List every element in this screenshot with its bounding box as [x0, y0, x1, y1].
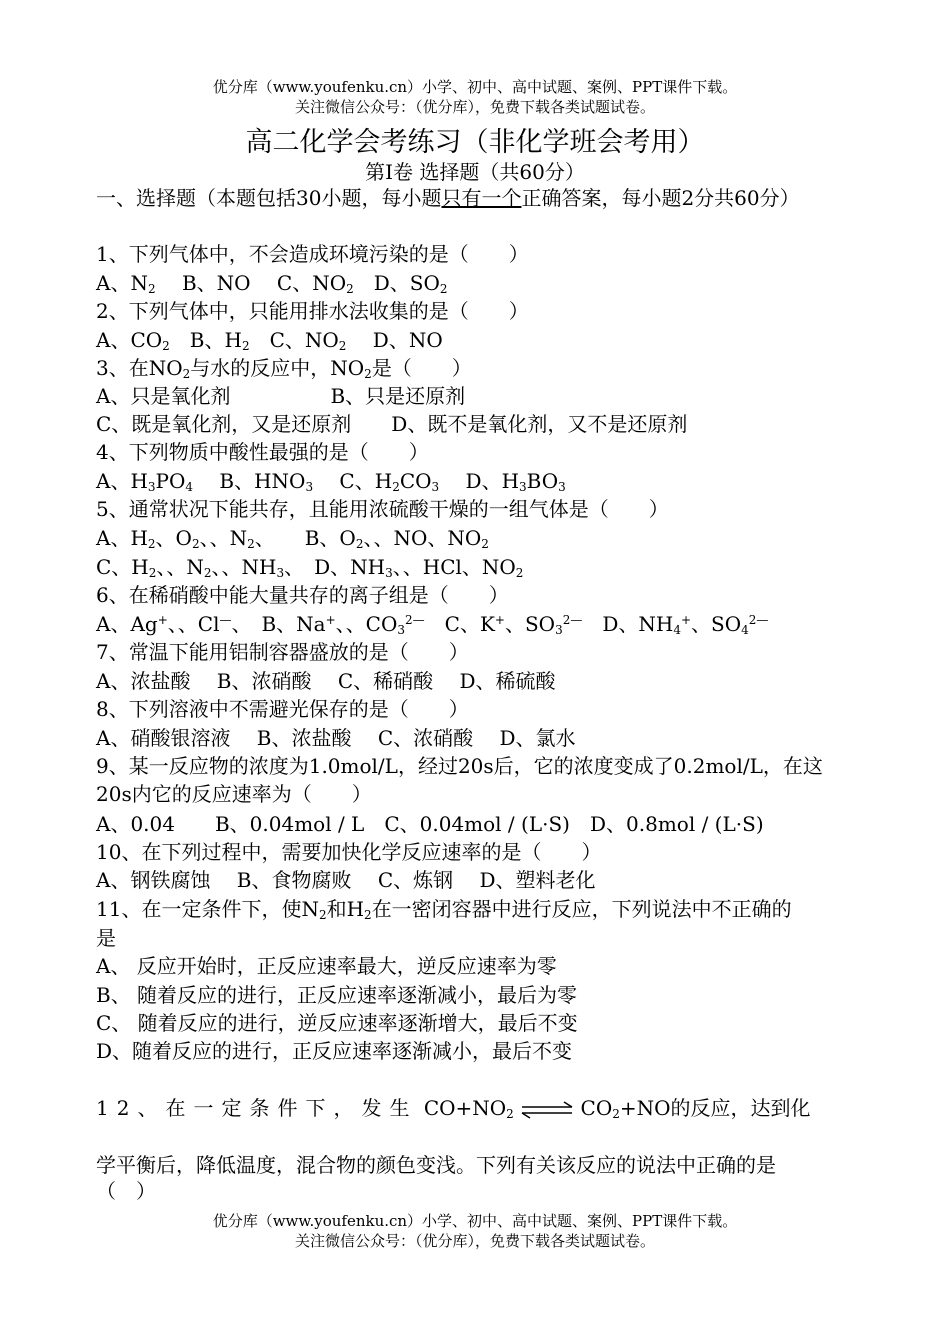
question-11-stem-cont: 是: [96, 926, 116, 950]
question-10-stem: 10、在下列过程中，需要加快化学反应速率的是（ ）: [96, 840, 602, 864]
question-11-option-d: D、随着反应的进行，正反应速率逐渐减小，最后不变: [96, 1039, 573, 1063]
question-3-options-cd: C、既是氧化剂，又是还原剂 D、既不是氧化剂，又不是还原剂: [96, 412, 688, 436]
question-11-option-b: B、 随着反应的进行，正反应速率逐渐减小，最后为零: [96, 983, 578, 1007]
section-intro: 一、选择题（本题包括30小题，每小题只有一个正确答案，每小题2分共60分）: [96, 186, 800, 210]
site-footer-line1: 优分库（www.youfenku.cn）小学、初中、高中试题、案例、PPT课件下载。: [212, 1212, 738, 1230]
emphasis-underline: 只有一个: [441, 186, 522, 210]
question-3-stem: 3、在$NO_2$与水的反应中，$NO_2$是（ ）: [96, 356, 472, 381]
section-subtitle: 第Ⅰ卷 选择题（共60分）: [365, 160, 585, 184]
equilibrium-arrow-icon: [520, 1101, 574, 1119]
question-11-option-c: C、 随着反应的进行，逆反应速率逐渐增大，最后不变: [96, 1011, 578, 1035]
question-7-stem: 7、常温下能用铝制容器盛放的是（ ）: [96, 640, 469, 664]
question-1-options: A、$N_2$ B、NO C、$NO_2$ D、$SO_2$: [96, 271, 448, 296]
site-header-line2: 关注微信公众号：（优分库），免费下载各类试题试卷。: [294, 98, 655, 116]
question-12-stem-cont: 学平衡后，降低温度，混合物的颜色变浅。下列有关该反应的说法中正确的是: [96, 1153, 776, 1177]
question-7-options: A、浓盐酸 B、浓硝酸 C、稀硝酸 D、稀硫酸: [96, 669, 556, 693]
question-10-options: A、钢铁腐蚀 B、食物腐败 C、炼钢 D、塑料老化: [96, 868, 596, 892]
question-4-stem: 4、下列物质中酸性最强的是（ ）: [96, 440, 429, 464]
question-2-stem: 2、下列气体中，只能用排水法收集的是（ ）: [96, 299, 529, 323]
page-title: 高二化学会考练习（非化学班会考用）: [245, 127, 705, 158]
site-header-line1: 优分库（www.youfenku.cn）小学、初中、高中试题、案例、PPT课件下载。: [212, 78, 738, 96]
question-4-options: A、$H_3PO_4$ B、$HNO_3$ C、$H_2CO_3$ D、$H_3BO_3$: [96, 469, 566, 494]
question-5-options-cd: C、$H_2$、、$N_2$、、$NH_3$、 D、$NH_3$、、HCl、$NO_2$: [96, 555, 524, 580]
question-2-options: A、$CO_2$ B、$H_2$ C、$NO_2$ D、NO: [96, 328, 443, 353]
site-footer-line2: 关注微信公众号：（优分库），免费下载各类试题试卷。: [294, 1232, 655, 1250]
question-3-options-ab: A、只是氧化剂 B、只是还原剂: [96, 384, 466, 408]
question-6-options: A、Ag+、、Cl—、 B、Na+、、$CO_3^{2—}$ C、K+、$SO_3^{2—}$ D、$NH_4^+$、$SO_4^{2—}$: [96, 612, 769, 637]
question-6-stem: 6、在稀硝酸中能大量共存的离子组是（ ）: [96, 583, 509, 607]
question-9-options: A、0.04 B、0.04mol / L C、0.04mol / (L·S) D、0.8mol / (L·S): [96, 812, 764, 836]
question-5-options-ab: A、$H_2$、$O_2$、、$N_2$、 B、$O_2$、、NO、$NO_2$: [96, 526, 489, 551]
question-1-stem: 1、下列气体中，不会造成环境污染的是（ ）: [96, 242, 529, 266]
question-11-stem: 11、在一定条件下，使$N_2$和$H_2$在一密闭容器中进行反应，下列说法中不正确的: [96, 897, 792, 922]
question-8-options: A、硝酸银溶液 B、浓盐酸 C、浓硝酸 D、氯水: [96, 726, 576, 750]
question-12-answer-blank: （ ）: [96, 1179, 156, 1203]
question-11-option-a: A、 反应开始时，正反应速率最大，逆反应速率为零: [96, 954, 557, 978]
question-12-stem: 12、在一定条件下，发生 $CO+NO_2$ $CO_2+NO$的反应，达到化: [96, 1096, 811, 1121]
question-9-stem: 9、某一反应物的浓度为1.0mol/L，经过20s后，它的浓度变成了0.2mol/L，在这20s内它的反应速率为（ ）: [96, 754, 823, 806]
question-8-stem: 8、下列溶液中不需避光保存的是（ ）: [96, 697, 469, 721]
question-5-stem: 5、通常状况下能共存，且能用浓硫酸干燥的一组气体是（ ）: [96, 497, 669, 521]
